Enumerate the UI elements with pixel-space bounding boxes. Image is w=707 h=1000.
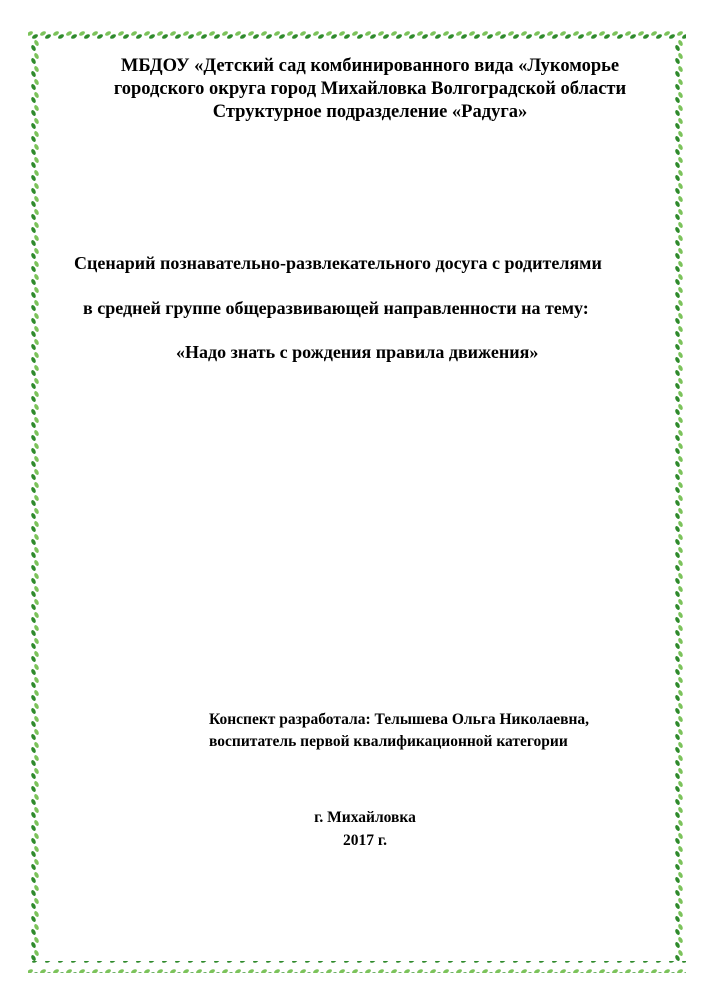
author-line-1: Конспект разработала: Телышева Ольга Николаевна, [209, 711, 589, 728]
header-line-2: городского округа город Михайловка Волгоградской области [113, 79, 627, 99]
title-line-3: «Надо знать с рождения правила движения» [176, 342, 539, 362]
title-line-1: Сценарий познавательно-развлекательного досуга с родителями [74, 253, 602, 273]
place-and-year [250, 806, 480, 852]
city-label: г. Михайловка [314, 809, 416, 826]
organization-header [60, 55, 680, 124]
title-line-2: в средней группе общеразвивающей направленности на тему: [83, 298, 589, 318]
author-block [209, 709, 589, 753]
header-line-1: МБДОУ «Детский сад комбинированного вида «Лукоморье [120, 56, 620, 76]
header-line-3: Структурное подразделение «Радуга» [212, 102, 528, 122]
year-label: 2017 г. [342, 832, 388, 849]
author-line-2: воспитатель первой квалификационной категории [209, 733, 568, 750]
